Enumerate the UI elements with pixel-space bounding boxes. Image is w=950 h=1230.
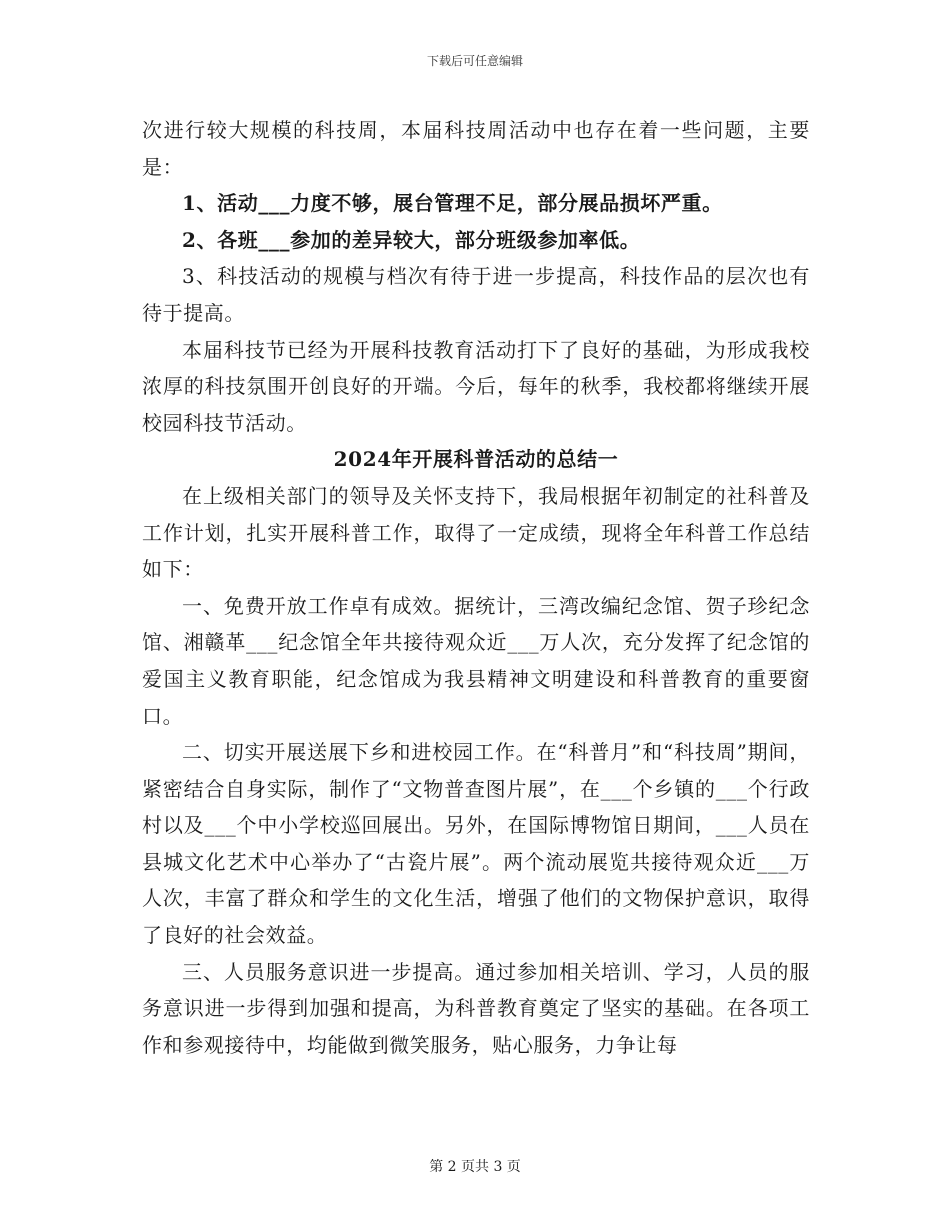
document-body <box>142 112 810 1063</box>
page-number: 第 2 页共 3 页 <box>429 1159 521 1175</box>
paragraph-point-3: 三、人员服务意识进一步提高。通过参加相关培训、学习，人员的服务意识进一步得到加强和提高，为科普教育奠定了坚实的基础。在各项工作和参观接待中，均能做到微笑服务，贴心服务，力争让每 <box>142 959 810 1057</box>
problem-item-1: 1、活动___力度不够，展台管理不足，部分展品损坏严重。 <box>182 191 723 216</box>
problem-item-3: 3、科技活动的规模与档次有待于进一步提高，科技作品的层次也有待于提高。 <box>142 264 810 325</box>
paragraph-conclusion: 本届科技节已经为开展科技教育活动打下了良好的基础，为形成我校浓厚的科技氛围开创良好的开端。今后，每年的秋季，我校都将继续开展校园科技节活动。 <box>142 337 810 435</box>
problem-item-2: 2、各班___参加的差异较大，部分班级参加率低。 <box>182 227 641 252</box>
section-title: 2024年开展科普活动的总结一 <box>333 447 619 472</box>
download-note: 下载后可任意编辑 <box>426 54 523 68</box>
paragraph-point-1: 一、免费开放工作卓有成效。据统计，三湾改编纪念馆、贺子珍纪念馆、湘赣革___纪念馆全年共接待观众近___万人次，充分发挥了纪念馆的爱国主义教育职能，纪念馆成为我县精神文明建设和科普教育的重要窗口。 <box>142 593 810 728</box>
paragraph-continuation: 次进行较大规模的科技周，本届科技周活动中也存在着一些问题，主要是： <box>142 118 810 179</box>
paragraph-point-2: 二、切实开展送展下乡和进校园工作。在“科普月”和“科技周”期间，紧密结合自身实际，制作了“文物普查图片展”，在___个乡镇的___个行政村以及___个中小学校巡回展出。另外，在国际博物馆日期间，___人员在县城文化艺术中心举办了“古瓷片展”。两个流动展览共接待观众近___万人次，丰富了群众和学生的文化生活，增强了他们的文物保护意识，取得了良好的社会效益。 <box>142 740 810 948</box>
paragraph-intro: 在上级相关部门的领导及关怀支持下，我局根据年初制定的社科普及工作计划，扎实开展科普工作，取得了一定成绩，现将全年科普工作总结如下： <box>142 483 810 582</box>
